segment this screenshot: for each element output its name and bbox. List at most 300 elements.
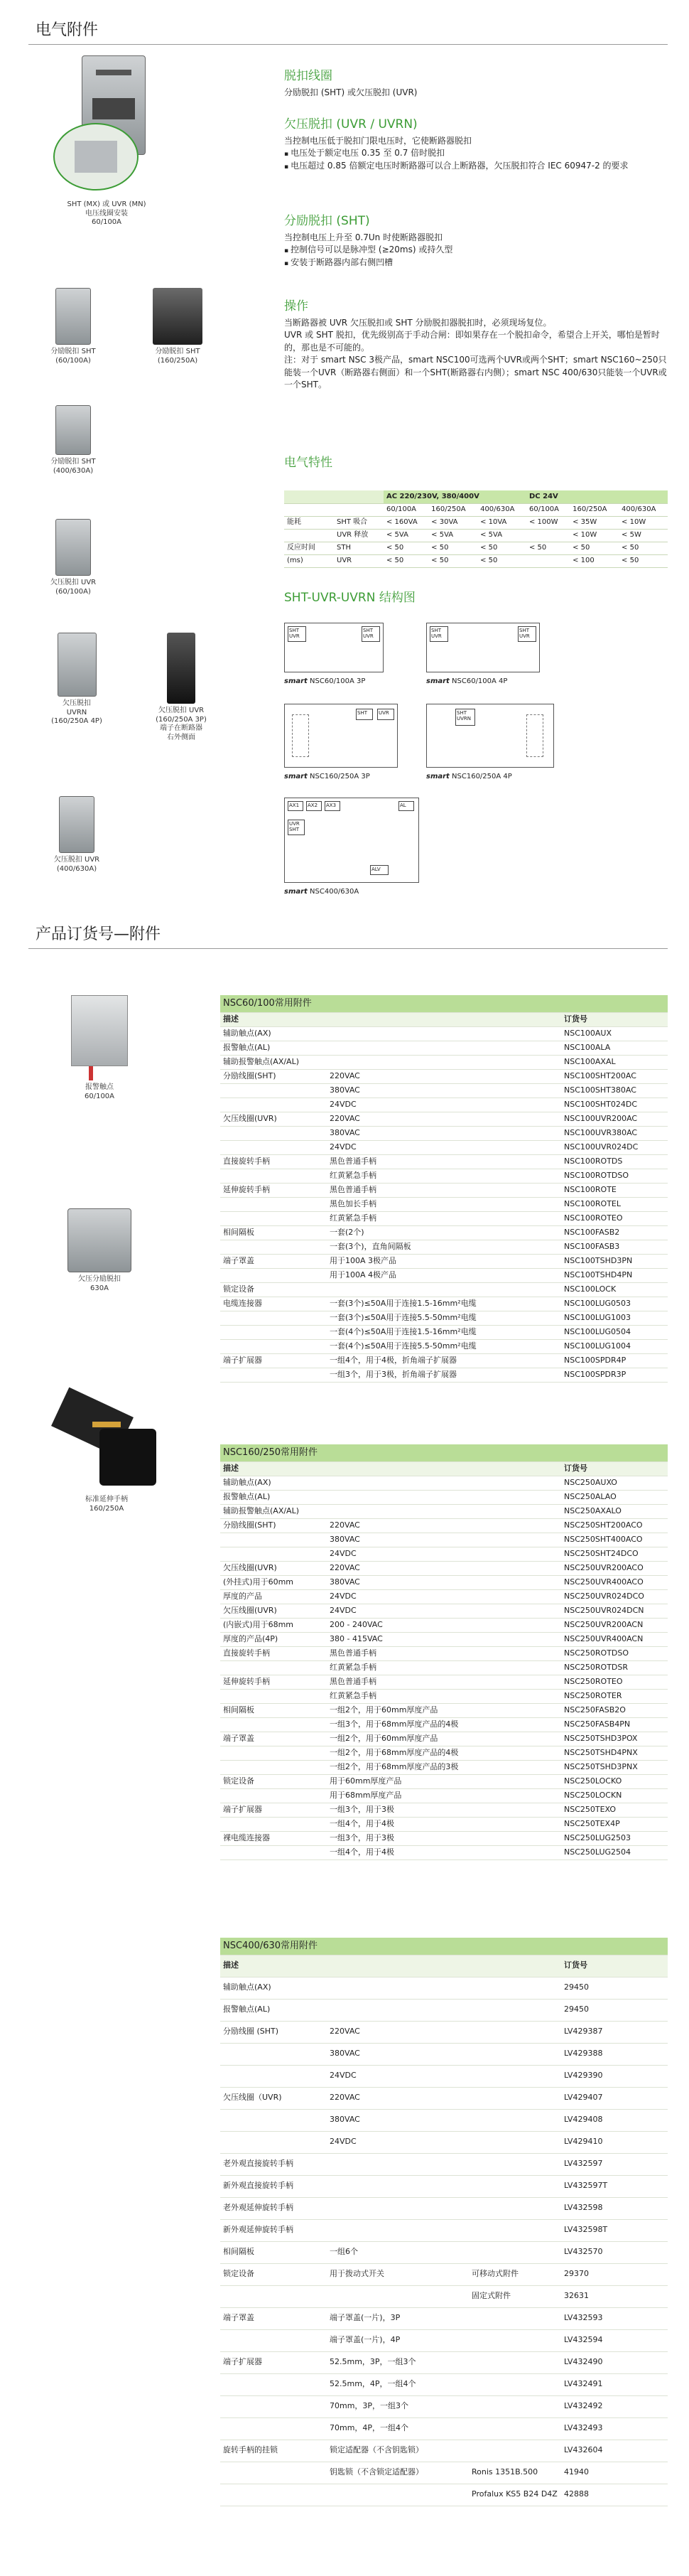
table-row [220, 2417, 668, 2440]
row-cell: 380VAC [327, 1126, 561, 1140]
table-row [220, 2087, 668, 2109]
spec-value: < 100W [526, 516, 570, 529]
col-code: 订货号 [561, 1461, 668, 1476]
diagram-label-text: NSC60/100A 4P [452, 677, 508, 685]
row-cell: 200 - 240VAC [327, 1618, 561, 1632]
spec-value: < 50 [384, 554, 428, 567]
row-cell [469, 2175, 561, 2197]
operation-line: 当断路器被 UVR 欠压脱扣或 SHT 分励脱扣器脱扣时，必须现场复位。 [284, 318, 552, 328]
row-cell [327, 1282, 561, 1297]
table-group-title: NSC400/630常用附件 [220, 1938, 668, 1955]
order-code: NSC250LOCKN [561, 1788, 668, 1803]
row-cell: 52.5mm，3P，一组3个 [327, 2351, 469, 2373]
table-row [220, 1504, 668, 1518]
row-cell: 分励线圈 (SHT) [220, 2021, 327, 2043]
table-row [220, 2329, 668, 2351]
row-cell [220, 1268, 327, 1282]
diagram-cell: ALV [370, 865, 389, 875]
order-code: NSC100LOCK [561, 1282, 668, 1297]
row-cell: 黑色普通手柄 [327, 1646, 561, 1660]
order-code: LV432604 [561, 2440, 668, 2462]
spec-value: < 5VA [428, 529, 477, 542]
order-code: NSC100UVR380AC [561, 1126, 668, 1140]
col-desc: 描述 [220, 1012, 327, 1026]
undervoltage-release-image [167, 633, 195, 704]
row-cell [220, 2109, 327, 2131]
row-cell: 24VDC [327, 1604, 561, 1618]
row-cell [220, 1689, 327, 1703]
col-code: 订货号 [561, 1955, 668, 1977]
table-row [220, 1999, 668, 2021]
row-cell: 端子扩展器 [220, 2351, 327, 2373]
row-cell: 端子罩盖(一片)，3P [327, 2307, 469, 2329]
row-cell: 报警触点(AL) [220, 1999, 327, 2021]
row-cell: 220VAC [327, 1561, 561, 1575]
row-cell [220, 1368, 327, 1382]
spec-row [284, 516, 668, 529]
row-cell: 老外观直接旋转手柄 [220, 2153, 327, 2175]
brand-mark: smart [284, 773, 308, 780]
row-cell [220, 1140, 327, 1154]
order-code: NSC100SHT380AC [561, 1083, 668, 1098]
order-code: NSC100TSHD4PN [561, 1268, 668, 1282]
order-code: NSC100UVR024DC [561, 1140, 668, 1154]
section-title-order-codes: 产品订货号—附件 [36, 925, 161, 943]
row-cell: 红黄紧急手柄 [327, 1660, 561, 1675]
shunt-trip-image [55, 405, 91, 455]
table-row [220, 1353, 668, 1368]
row-cell [469, 2197, 561, 2219]
row-cell: 一组4个，用于4极，折角端子扩展器 [327, 1353, 561, 1368]
undervoltage-release-image [55, 519, 91, 576]
spec-sub: STH [334, 542, 384, 554]
thumb-sht-250 [135, 288, 220, 365]
undervoltage-release-image [67, 1208, 131, 1272]
row-cell: 380VAC [327, 2109, 469, 2131]
diagram-cell: AL [398, 801, 414, 811]
alarm-contact-image [57, 995, 142, 1080]
row-cell [327, 2175, 469, 2197]
table-row [220, 1561, 668, 1575]
spec-value: < 160VA [384, 516, 428, 529]
row-cell: 一组2个，用于68mm厚度产品的3极 [327, 1760, 561, 1774]
spec-value: < 50 [384, 542, 428, 554]
row-cell [220, 2417, 327, 2440]
order-code: LV432598T [561, 2219, 668, 2241]
row-cell: 一组2个，用于68mm厚度产品的4极 [327, 1746, 561, 1760]
row-cell [220, 2131, 327, 2153]
extended-handle-image [50, 1393, 163, 1493]
table-row [220, 1339, 668, 1353]
spec-value: < 50 [428, 554, 477, 567]
order-code: NSC100ROTE [561, 1183, 668, 1197]
order-code: NSC100ROTEL [561, 1197, 668, 1211]
row-cell [469, 2065, 561, 2087]
row-cell [327, 1055, 561, 1069]
row-cell [220, 1760, 327, 1774]
row-cell [327, 2219, 469, 2241]
thumb-caption: 分励脱扣 SHT (160/250A) [155, 348, 200, 365]
row-cell: 延伸旋转手柄 [220, 1675, 327, 1689]
rating: 160/250A [428, 503, 477, 516]
order-code: LV432597 [561, 2153, 668, 2175]
rating: 400/630A [477, 503, 526, 516]
row-cell: 厚度的产品(4P) [220, 1632, 327, 1646]
row-cell: 厚度的产品 [220, 1589, 327, 1604]
row-cell [220, 2285, 327, 2307]
table-row [220, 1069, 668, 1083]
row-cell [469, 2395, 561, 2417]
order-code: 29370 [561, 2263, 668, 2285]
row-cell: 黑色加长手柄 [327, 1197, 561, 1211]
order-code: NSC250TSHD3POX [561, 1732, 668, 1746]
row-cell: 欠压线圈(UVR) [220, 1604, 327, 1618]
order-code: 29450 [561, 1999, 668, 2021]
row-cell: 端子扩展器 [220, 1353, 327, 1368]
table-row [220, 2197, 668, 2219]
diagram-label [284, 772, 370, 782]
order-code: NSC250ROTEO [561, 1675, 668, 1689]
spec-row [284, 529, 668, 542]
heading-trip-coil: 脱扣线圈 [284, 69, 332, 83]
undervoltage-release-image [58, 633, 97, 697]
order-code: LV432491 [561, 2373, 668, 2395]
table-row [220, 1083, 668, 1098]
row-cell: 固定式附件 [469, 2285, 561, 2307]
row-cell [220, 1325, 327, 1339]
order-code: NSC100ROTDS [561, 1154, 668, 1169]
row-cell: 一套(3个)≤50A用于连接5.5-50mm²电缆 [327, 1311, 561, 1325]
table-row [220, 1325, 668, 1339]
order-code: NSC100UVR200AC [561, 1112, 668, 1126]
row-cell [469, 2351, 561, 2373]
section-title-electrical-accessories: 电气附件 [36, 21, 99, 39]
table-row [220, 2021, 668, 2043]
table-row [220, 1831, 668, 1845]
diagram-cell: UVR SHT [288, 820, 305, 835]
table-group-title: NSC160/250常用附件 [220, 1444, 668, 1461]
row-cell: 24VDC [327, 2065, 469, 2087]
thumb-caption: SHT (MX) 或 UVR (MN) 电压线圈安装 60/100A [67, 200, 146, 226]
order-code: NSC100FASB3 [561, 1240, 668, 1254]
table-row [220, 1717, 668, 1732]
row-cell: Ronis 1351B.500 [469, 2462, 561, 2484]
row-cell: 相间隔板 [220, 1703, 327, 1717]
row-cell [220, 1211, 327, 1225]
row-cell: 用于68mm厚度产品 [327, 1788, 561, 1803]
row-cell: 24VDC [327, 1098, 561, 1112]
order-code: LV429387 [561, 2021, 668, 2043]
row-cell: 一套(3个)，直角间隔板 [327, 1240, 561, 1254]
row-cell: 一组3个，用于68mm厚度产品的4极 [327, 1717, 561, 1732]
heading-structure: SHT-UVR-UVRN 结构图 [284, 591, 416, 605]
order-code: NSC100ROTEO [561, 1211, 668, 1225]
row-cell [469, 2131, 561, 2153]
row-cell: 延伸旋转手柄 [220, 1183, 327, 1197]
trip-coil-text: 分励脱扣 (SHT) 或欠压脱扣 (UVR) [284, 87, 418, 97]
table-row [220, 1112, 668, 1126]
table-row [220, 1589, 668, 1604]
heading-electrical: 电气特性 [284, 456, 332, 470]
thumb-caption: 欠压脱扣 UVR (400/630A) [53, 856, 100, 873]
row-cell: 报警触点(AL) [220, 1490, 327, 1504]
table-row [220, 1311, 668, 1325]
row-cell: 黑色普通手柄 [327, 1154, 561, 1169]
row-cell: 电缆连接器 [220, 1297, 327, 1311]
spec-value: < 5W [619, 529, 668, 542]
col-code: 订货号 [561, 1012, 668, 1026]
brand-mark: smart [284, 677, 308, 685]
operation-note: 注：对于 smart NSC 3极产品，smart NSC100可选两个UVR或两个SHT；smart NSC160~250只能装一个UVR（断路器右侧面）和一个SHT(断路器右内侧）；smart NSC 400/630只能装一个UVR或一个SHT。 [284, 355, 667, 390]
row-cell: 端子罩盖 [220, 1254, 327, 1268]
row-cell: 辅助报警触点(AX/AL) [220, 1055, 327, 1069]
thumb-caption: 分励脱扣 SHT (60/100A) [50, 348, 96, 365]
row-cell: 欠压线圈(UVR) [220, 1561, 327, 1575]
row-cell [220, 1126, 327, 1140]
row-cell: 一组2个，用于60mm厚度产品 [327, 1732, 561, 1746]
row-cell: 一套(4个)≤50A用于连接5.5-50mm²电缆 [327, 1339, 561, 1353]
order-code: NSC250TEX4P [561, 1817, 668, 1831]
order-code: NSC100FASB2 [561, 1225, 668, 1240]
table-row [220, 1240, 668, 1254]
spec-value [526, 554, 570, 567]
table-row [220, 1575, 668, 1589]
order-code: NSC250FASB4PN [561, 1717, 668, 1732]
table-row [220, 1476, 668, 1490]
row-cell: 380VAC [327, 1083, 561, 1098]
row-cell: 锁定设备 [220, 1282, 327, 1297]
row-cell: 相间隔板 [220, 1225, 327, 1240]
row-cell [469, 2087, 561, 2109]
row-cell [327, 1476, 561, 1490]
table-row [220, 2351, 668, 2373]
spec-value: < 50 [619, 542, 668, 554]
table-row [220, 1977, 668, 1999]
table-row [220, 1154, 668, 1169]
order-code: NSC250FASB2O [561, 1703, 668, 1717]
table-row [220, 1126, 668, 1140]
row-cell: 锁定设备 [220, 2263, 327, 2285]
table-row [220, 1803, 668, 1817]
row-cell: 220VAC [327, 1518, 561, 1533]
uvr-bullet: ▪ 电压超过 0.85 倍额定电压时断路器可以合上断路器，欠压脱扣符合 IEC 60947-2 的要求 [284, 160, 668, 172]
diagram-cell: SHT UVR [288, 626, 306, 642]
diagram-label [426, 677, 507, 687]
heading-operation: 操作 [284, 299, 308, 313]
table-row [220, 2373, 668, 2395]
spec-value: < 5VA [477, 529, 526, 542]
table-row [220, 1646, 668, 1660]
heading-sht: 分励脱扣 (SHT) [284, 214, 370, 228]
order-code: NSC250ROTDSR [561, 1660, 668, 1675]
table-row [220, 2462, 668, 2484]
spec-row [284, 554, 668, 567]
row-cell [469, 2219, 561, 2241]
thumb-caption: 报警触点 60/100A [84, 1083, 115, 1100]
row-cell: 一组4个，用于4极 [327, 1845, 561, 1859]
row-cell: 220VAC [327, 1112, 561, 1126]
row-cell: 220VAC [327, 2087, 469, 2109]
spec-group [284, 529, 334, 542]
row-cell: 欠压线圈（UVR) [220, 2087, 327, 2109]
table-row [220, 1533, 668, 1547]
order-code: 41940 [561, 2462, 668, 2484]
table-row [220, 1703, 668, 1717]
row-cell: (内嵌式)用于68mm [220, 1618, 327, 1632]
row-cell: Profalux KS5 B24 D4Z [469, 2484, 561, 2506]
table-row [220, 1845, 668, 1859]
spec-value: < 35W [570, 516, 619, 529]
thumb-uvrn-250 [34, 633, 119, 726]
order-table-nsc100 [220, 995, 668, 1383]
row-cell: 端子扩展器 [220, 1803, 327, 1817]
diagram-cell: SHT UVR [362, 626, 380, 642]
row-cell [469, 2440, 561, 2462]
row-cell [220, 2484, 327, 2506]
table-row [220, 1675, 668, 1689]
table-row [220, 1282, 668, 1297]
diagram-cell: AX2 [306, 801, 322, 811]
uvr-intro: 当控制电压低于脱扣门限电压时，它使断路器脱扣 [284, 136, 472, 146]
spec-sub: UVR 释放 [334, 529, 384, 542]
spec-value [526, 529, 570, 542]
row-cell [220, 2462, 327, 2484]
table-row [220, 1788, 668, 1803]
row-cell: (外挂式)用于60mm [220, 1575, 327, 1589]
spec-group: 反应时间 [284, 542, 334, 554]
table-row [220, 1817, 668, 1831]
spec-value: < 50 [477, 542, 526, 554]
diagram-nsc100-3p [284, 623, 384, 672]
diagram-cell: AX3 [325, 801, 340, 811]
row-cell: 黑色普通手柄 [327, 1183, 561, 1197]
table-row [220, 2307, 668, 2329]
row-cell [469, 2373, 561, 2395]
row-cell: 钥匙锁（不含锁定适配器） [327, 2462, 469, 2484]
row-cell: 可移动式附件 [469, 2263, 561, 2285]
table-row [220, 2395, 668, 2417]
row-cell [220, 1788, 327, 1803]
row-cell [469, 1977, 561, 1999]
table-row [220, 1225, 668, 1240]
thumb-caption: 欠压分励脱扣 630A [78, 1275, 121, 1292]
order-code: NSC100TSHD3PN [561, 1254, 668, 1268]
shunt-trip-image [153, 288, 202, 345]
row-cell [327, 1041, 561, 1055]
section-divider [28, 44, 668, 45]
row-cell: 24VDC [327, 1140, 561, 1154]
row-cell: 一套(2个) [327, 1225, 561, 1240]
table-row [220, 2241, 668, 2263]
order-code: NSC100SHT200AC [561, 1069, 668, 1083]
table-row [220, 1746, 668, 1760]
order-thumb-alarm [43, 995, 156, 1101]
table-row [220, 1760, 668, 1774]
row-cell [469, 2153, 561, 2175]
row-cell [220, 2373, 327, 2395]
order-code: NSC250SHT400ACO [561, 1533, 668, 1547]
order-code: NSC250UVR200ACO [561, 1561, 668, 1575]
row-cell [327, 2197, 469, 2219]
order-code: 42888 [561, 2484, 668, 2506]
row-cell: 辅助触点(AX) [220, 1977, 327, 1999]
row-cell: 24VDC [327, 2131, 469, 2153]
brand-mark: smart [426, 677, 450, 685]
row-cell: 裸电缆连接器 [220, 1831, 327, 1845]
row-cell [327, 2285, 469, 2307]
row-cell: 旋转手柄的挂锁 [220, 2440, 327, 2462]
spec-value: < 10W [619, 516, 668, 529]
col-desc: 描述 [220, 1461, 327, 1476]
row-cell [220, 1845, 327, 1859]
table-row [220, 1140, 668, 1154]
diagram-label-text: NSC400/630A [310, 888, 359, 896]
table-row [220, 1632, 668, 1646]
table-row [220, 2219, 668, 2241]
diagram-label [284, 677, 365, 687]
order-code: LV429388 [561, 2043, 668, 2065]
order-code: NSC100LUG0504 [561, 1325, 668, 1339]
row-cell [220, 1169, 327, 1183]
table-row [220, 1547, 668, 1561]
order-code: LV432493 [561, 2417, 668, 2440]
diagram-cell: SHT UVR [430, 626, 448, 642]
diagram-cell: SHT UVRN [455, 709, 475, 726]
row-cell: 端子罩盖 [220, 1732, 327, 1746]
sht-bullet: ▪ 安装于断路器内部右侧凹槽 [284, 257, 668, 269]
thumb-uvr-250 [135, 633, 227, 742]
order-code: NSC250TEXO [561, 1803, 668, 1817]
row-cell: 一套(3个)≤50A用于连接1.5-16mm²电缆 [327, 1297, 561, 1311]
table-row [220, 2263, 668, 2285]
spec-value: < 10VA [477, 516, 526, 529]
order-code: NSC250UVR400ACO [561, 1575, 668, 1589]
order-code: NSC250AXALO [561, 1504, 668, 1518]
order-code: NSC100ALA [561, 1041, 668, 1055]
row-cell: 220VAC [327, 1069, 561, 1083]
row-cell: 一组2个，用于60mm厚度产品 [327, 1703, 561, 1717]
order-code: LV429408 [561, 2109, 668, 2131]
row-cell [220, 1660, 327, 1675]
row-cell: 黑色普通手柄 [327, 1675, 561, 1689]
spec-value: < 50 [477, 554, 526, 567]
table-row [220, 1732, 668, 1746]
order-code: LV432492 [561, 2395, 668, 2417]
thumb-caption: 欠压脱扣 UVRN (160/250A 4P) [51, 699, 102, 725]
row-cell [220, 1311, 327, 1325]
spec-value: < 10W [570, 529, 619, 542]
table-row [220, 1268, 668, 1282]
order-code: NSC250UVR200ACN [561, 1618, 668, 1632]
row-cell: 70mm，4P，一组4个 [327, 2417, 469, 2440]
row-cell [220, 1717, 327, 1732]
ratings-row [284, 503, 668, 516]
breaker-image [53, 55, 160, 198]
table-row [220, 1618, 668, 1632]
row-cell: 70mm，3P，一组3个 [327, 2395, 469, 2417]
diagram-cell: UVR [377, 709, 394, 720]
row-cell: 锁定设备 [220, 1774, 327, 1788]
electrical-table [284, 490, 668, 568]
row-cell: 用于60mm厚度产品 [327, 1774, 561, 1788]
brand-mark: smart [284, 888, 308, 896]
sht-text [284, 232, 668, 269]
thumb-caption: 分励脱扣 SHT (400/630A) [50, 458, 96, 475]
table-row [220, 1368, 668, 1382]
order-code: NSC100SPDR3P [561, 1368, 668, 1382]
order-code: LV432598 [561, 2197, 668, 2219]
table-row [220, 1254, 668, 1268]
